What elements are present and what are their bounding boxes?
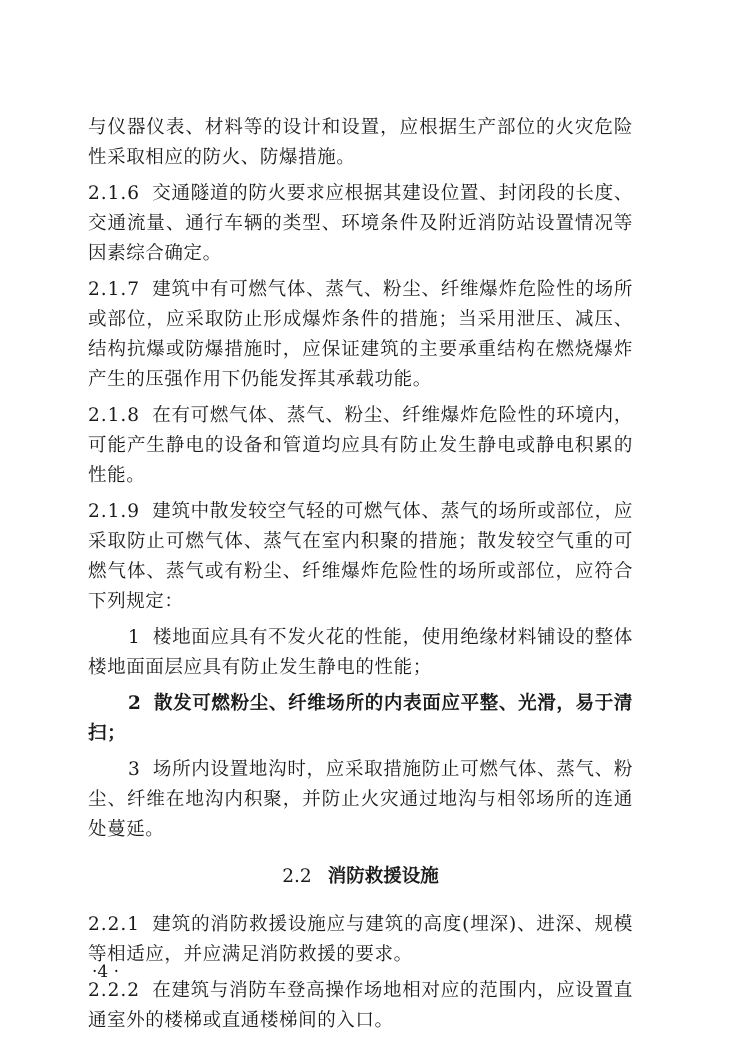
section-heading bbox=[88, 862, 633, 892]
clause-number: 2.2.1 bbox=[88, 914, 141, 935]
clause-number: 2.1.9 bbox=[88, 501, 141, 522]
clause-2-1-6 bbox=[88, 179, 633, 269]
clause-2-1-9 bbox=[88, 497, 633, 617]
item-number: 1 bbox=[128, 627, 141, 648]
clause-text: 建筑的消防救援设施应与建筑的高度(埋深)、进深、规模等相适应，并应满足消防救援的要求。 bbox=[88, 914, 633, 965]
item-number: 2 bbox=[128, 693, 142, 714]
clause-2-2-1 bbox=[88, 910, 633, 970]
clause-number: 2.2.2 bbox=[88, 980, 141, 1001]
clause-text: 在建筑与消防车登高操作场地相对应的范围内，应设置直通室外的楼梯或直通楼梯间的入口。 bbox=[88, 980, 633, 1031]
list-item-3 bbox=[88, 755, 633, 845]
page-number: ·4 · bbox=[92, 962, 120, 982]
section-number: 2.2 bbox=[282, 866, 312, 887]
clause-number: 2.1.7 bbox=[88, 279, 141, 300]
section-title: 消防救援设施 bbox=[327, 866, 439, 887]
clause-number: 2.1.8 bbox=[88, 405, 141, 426]
clause-2-1-8 bbox=[88, 401, 633, 491]
item-text: 场所内设置地沟时，应采取措施防止可燃气体、蒸气、粉尘、纤维在地沟内积聚，并防止火灾通过地沟与相邻场所的连通处蔓延。 bbox=[88, 759, 633, 840]
list-item-2 bbox=[88, 689, 633, 749]
document-page bbox=[88, 113, 633, 1036]
clause-text: 交通隧道的防火要求应根据其建设位置、封闭段的长度、交通流量、通行车辆的类型、环境条件及附近消防站设置情况等因素综合确定。 bbox=[88, 183, 633, 264]
clause-2-1-7 bbox=[88, 275, 633, 395]
clause-number: 2.1.6 bbox=[88, 183, 141, 204]
list-item-1 bbox=[88, 623, 633, 683]
item-text: 楼地面应具有不发火花的性能，使用绝缘材料铺设的整体楼地面面层应具有防止发生静电的性能； bbox=[88, 627, 633, 678]
clause-2-2-2 bbox=[88, 976, 633, 1036]
paragraph-continuation: 与仪器仪表、材料等的设计和设置，应根据生产部位的火灾危险性采取相应的防火、防爆措施。 bbox=[88, 117, 633, 168]
item-text: 散发可燃粉尘、纤维场所的内表面应平整、光滑，易于清扫； bbox=[88, 693, 633, 744]
clause-text: 建筑中散发较空气轻的可燃气体、蒸气的场所或部位，应采取防止可燃气体、蒸气在室内积聚的措施；散发较空气重的可燃气体、蒸气或有粉尘、纤维爆炸危险性的场所或部位，应符合下列规定： bbox=[88, 501, 633, 612]
item-number: 3 bbox=[128, 759, 141, 780]
clause-text: 建筑中有可燃气体、蒸气、粉尘、纤维爆炸危险性的场所或部位，应采取防止形成爆炸条件的措施；当采用泄压、减压、结构抗爆或防爆措施时，应保证建筑的主要承重结构在燃烧爆炸产生的压强作用下仍能发挥其承载功能。 bbox=[88, 279, 633, 390]
clause-text: 在有可燃气体、蒸气、粉尘、纤维爆炸危险性的环境内，可能产生静电的设备和管道均应具有防止发生静电或静电积累的性能。 bbox=[88, 405, 633, 486]
